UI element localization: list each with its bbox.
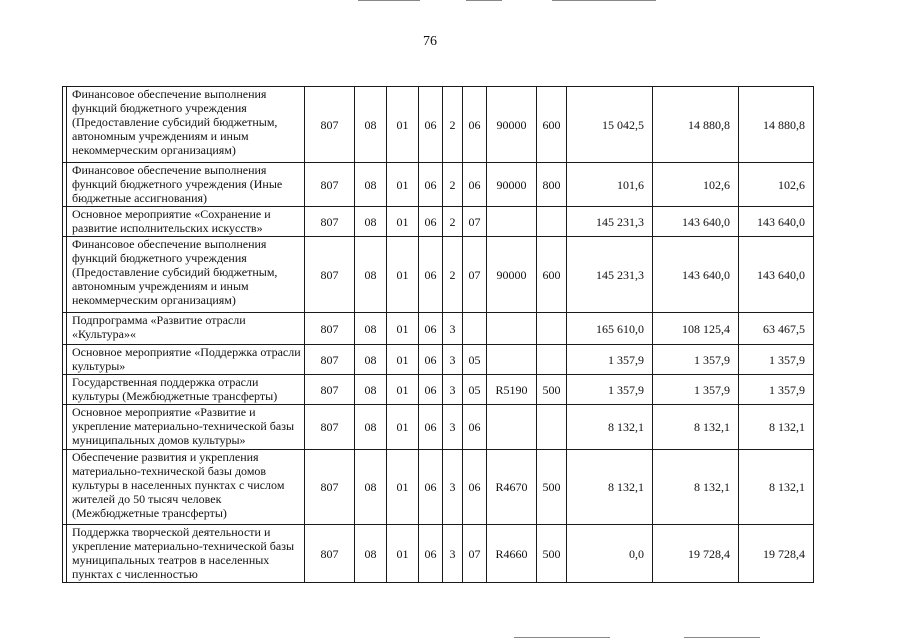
- row-name-cell: Финансовое обеспечение выполнения функций бюджетного учреждения (Предоставление субсидий бюджетным, автономным учреждениям и иным некоммерческим организациям): [67, 237, 305, 313]
- table-row: [63, 375, 814, 405]
- row-amount-cell-a1: 101,6: [567, 163, 653, 207]
- row-code-cell-c7: R5190: [487, 375, 537, 405]
- row-code-cell-c3: 01: [387, 207, 419, 237]
- row-code-cell-c1: 807: [305, 313, 355, 345]
- budget-table: [62, 86, 814, 583]
- row-amount-cell-a2: 8 132,1: [653, 405, 739, 450]
- row-code-cell-c6: 06: [463, 405, 487, 450]
- row-code-cell-c4: 06: [419, 207, 443, 237]
- row-code-cell-c1: 807: [305, 87, 355, 163]
- row-code-cell-c4: 06: [419, 375, 443, 405]
- row-code-cell-c4: 06: [419, 525, 443, 583]
- row-code-cell-c6: 06: [463, 163, 487, 207]
- row-code-cell-c2: 08: [355, 87, 387, 163]
- row-code-cell-c2: 08: [355, 450, 387, 525]
- row-code-cell-c4: 06: [419, 237, 443, 313]
- row-code-cell-c3: 01: [387, 405, 419, 450]
- row-code-cell-c4: 06: [419, 345, 443, 375]
- row-code-cell-c1: 807: [305, 525, 355, 583]
- row-code-cell-c3: 01: [387, 375, 419, 405]
- row-code-cell-c4: 06: [419, 313, 443, 345]
- row-code-cell-c8: [537, 313, 567, 345]
- row-amount-cell-a1: 1 357,9: [567, 345, 653, 375]
- row-code-cell-c2: 08: [355, 163, 387, 207]
- row-amount-cell-a2: 14 880,8: [653, 87, 739, 163]
- row-code-cell-c5: 3: [443, 313, 463, 345]
- row-code-cell-c5: 3: [443, 405, 463, 450]
- row-code-cell-c7: R4660: [487, 525, 537, 583]
- row-amount-cell-a3: 19 728,4: [739, 525, 814, 583]
- row-code-cell-c8: 500: [537, 450, 567, 525]
- row-code-cell-c7: R4670: [487, 450, 537, 525]
- row-code-cell-c3: 01: [387, 163, 419, 207]
- row-code-cell-c6: 05: [463, 345, 487, 375]
- table-row: [63, 525, 814, 583]
- row-code-cell-c6: 07: [463, 207, 487, 237]
- row-code-cell-c6: 05: [463, 375, 487, 405]
- row-name-cell: Подпрограмма «Развитие отрасли «Культура»«: [67, 313, 305, 345]
- row-code-cell-c1: 807: [305, 405, 355, 450]
- row-name-cell: Основное мероприятие «Сохранение и развитие исполнительских искусств»: [67, 207, 305, 237]
- row-code-cell-c7: 90000: [487, 237, 537, 313]
- row-amount-cell-a2: 102,6: [653, 163, 739, 207]
- scan-mark-bottom-2: [684, 637, 760, 638]
- row-code-cell-c8: 800: [537, 163, 567, 207]
- table-row: [63, 345, 814, 375]
- row-code-cell-c8: 600: [537, 87, 567, 163]
- row-amount-cell-a3: 143 640,0: [739, 237, 814, 313]
- table-row: [63, 163, 814, 207]
- row-name-cell: Основное мероприятие «Развитие и укрепление материально-технической базы муниципальных домов культуры»: [67, 405, 305, 450]
- row-amount-cell-a3: 14 880,8: [739, 87, 814, 163]
- row-amount-cell-a2: 143 640,0: [653, 237, 739, 313]
- table-row: [63, 405, 814, 450]
- row-code-cell-c3: 01: [387, 313, 419, 345]
- row-code-cell-c6: 07: [463, 237, 487, 313]
- row-amount-cell-a3: 8 132,1: [739, 405, 814, 450]
- row-code-cell-c5: 3: [443, 450, 463, 525]
- row-code-cell-c4: 06: [419, 87, 443, 163]
- page-number: 76: [423, 34, 437, 49]
- row-amount-cell-a1: 15 042,5: [567, 87, 653, 163]
- row-code-cell-c2: 08: [355, 237, 387, 313]
- row-code-cell-c1: 807: [305, 207, 355, 237]
- row-code-cell-c1: 807: [305, 345, 355, 375]
- row-code-cell-c8: 500: [537, 525, 567, 583]
- row-code-cell-c3: 01: [387, 87, 419, 163]
- row-name-cell: Обеспечение развития и укрепления материально-технической базы домов культуры в населенных пунктах с числом жителей до 50 тысяч человек (Межбюджетные трансферты): [67, 450, 305, 525]
- row-code-cell-c8: [537, 207, 567, 237]
- row-code-cell-c7: [487, 207, 537, 237]
- row-name-cell: Финансовое обеспечение выполнения функций бюджетного учреждения (Иные бюджетные ассигнования): [67, 163, 305, 207]
- row-amount-cell-a3: 102,6: [739, 163, 814, 207]
- row-code-cell-c5: 3: [443, 345, 463, 375]
- row-code-cell-c3: 01: [387, 345, 419, 375]
- row-name-cell: Финансовое обеспечение выполнения функций бюджетного учреждения (Предоставление субсидий бюджетным, автономным учреждениям и иным некоммерческим организациям): [67, 87, 305, 163]
- row-code-cell-c6: 07: [463, 525, 487, 583]
- table-row: [63, 237, 814, 313]
- row-code-cell-c2: 08: [355, 375, 387, 405]
- row-code-cell-c4: 06: [419, 163, 443, 207]
- row-code-cell-c2: 08: [355, 207, 387, 237]
- row-code-cell-c1: 807: [305, 237, 355, 313]
- row-amount-cell-a3: 63 467,5: [739, 313, 814, 345]
- row-amount-cell-a1: 8 132,1: [567, 450, 653, 525]
- row-amount-cell-a1: 0,0: [567, 525, 653, 583]
- row-code-cell-c3: 01: [387, 237, 419, 313]
- row-code-cell-c7: 90000: [487, 163, 537, 207]
- row-code-cell-c5: 3: [443, 375, 463, 405]
- row-amount-cell-a2: 19 728,4: [653, 525, 739, 583]
- scan-mark-top-2: [466, 0, 502, 1]
- row-code-cell-c6: 06: [463, 450, 487, 525]
- table-row: [63, 313, 814, 345]
- row-code-cell-c7: [487, 345, 537, 375]
- table-row: [63, 450, 814, 525]
- row-code-cell-c7: [487, 313, 537, 345]
- row-name-cell: Государственная поддержка отрасли культуры (Межбюджетные трансферты): [67, 375, 305, 405]
- row-code-cell-c2: 08: [355, 405, 387, 450]
- row-amount-cell-a1: 1 357,9: [567, 375, 653, 405]
- row-amount-cell-a1: 145 231,3: [567, 237, 653, 313]
- row-code-cell-c5: 2: [443, 163, 463, 207]
- row-code-cell-c8: 600: [537, 237, 567, 313]
- scan-mark-top-1: [358, 0, 420, 1]
- row-code-cell-c5: 3: [443, 525, 463, 583]
- row-amount-cell-a3: 1 357,9: [739, 345, 814, 375]
- row-amount-cell-a1: 165 610,0: [567, 313, 653, 345]
- row-amount-cell-a3: 143 640,0: [739, 207, 814, 237]
- row-amount-cell-a3: 8 132,1: [739, 450, 814, 525]
- row-code-cell-c3: 01: [387, 525, 419, 583]
- row-code-cell-c2: 08: [355, 313, 387, 345]
- row-code-cell-c4: 06: [419, 405, 443, 450]
- row-code-cell-c8: [537, 345, 567, 375]
- row-name-cell: Поддержка творческой деятельности и укрепление материально-технической базы муниципальных театров в населенных пунктах с численностью: [67, 525, 305, 583]
- row-code-cell-c5: 2: [443, 87, 463, 163]
- table-row: [63, 87, 814, 163]
- row-amount-cell-a2: 143 640,0: [653, 207, 739, 237]
- scan-mark-top-3: [552, 0, 656, 1]
- row-amount-cell-a2: 1 357,9: [653, 375, 739, 405]
- row-amount-cell-a2: 8 132,1: [653, 450, 739, 525]
- row-code-cell-c7: [487, 405, 537, 450]
- row-code-cell-c1: 807: [305, 450, 355, 525]
- row-code-cell-c4: 06: [419, 450, 443, 525]
- table-row: [63, 207, 814, 237]
- row-code-cell-c1: 807: [305, 375, 355, 405]
- table-body: [63, 87, 814, 583]
- row-code-cell-c2: 08: [355, 345, 387, 375]
- row-amount-cell-a1: 145 231,3: [567, 207, 653, 237]
- row-amount-cell-a3: 1 357,9: [739, 375, 814, 405]
- scan-mark-bottom-1: [514, 637, 610, 638]
- row-code-cell-c7: 90000: [487, 87, 537, 163]
- row-code-cell-c6: 06: [463, 87, 487, 163]
- row-amount-cell-a1: 8 132,1: [567, 405, 653, 450]
- row-code-cell-c6: [463, 313, 487, 345]
- row-code-cell-c8: [537, 405, 567, 450]
- row-code-cell-c5: 2: [443, 207, 463, 237]
- row-code-cell-c3: 01: [387, 450, 419, 525]
- row-code-cell-c2: 08: [355, 525, 387, 583]
- row-code-cell-c8: 500: [537, 375, 567, 405]
- row-name-cell: Основное мероприятие «Поддержка отрасли культуры»: [67, 345, 305, 375]
- row-code-cell-c1: 807: [305, 163, 355, 207]
- row-amount-cell-a2: 108 125,4: [653, 313, 739, 345]
- row-amount-cell-a2: 1 357,9: [653, 345, 739, 375]
- row-code-cell-c5: 2: [443, 237, 463, 313]
